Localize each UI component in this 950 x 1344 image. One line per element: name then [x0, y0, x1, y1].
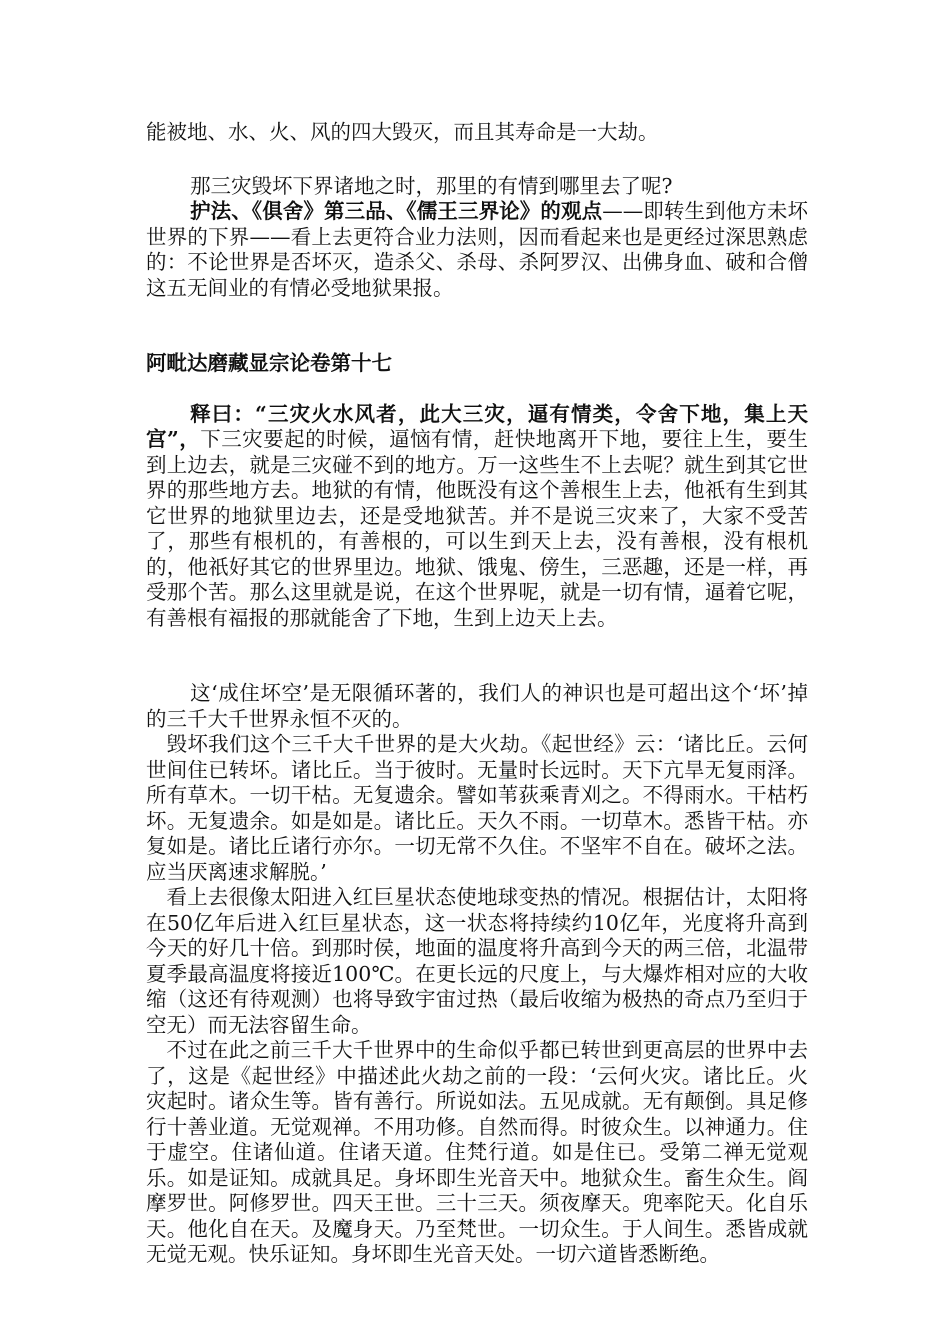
viewpoint-text: ——即转生到他方未坏世界的下界——看上去更符合业力法则，因而看起来也是更经过深思熟虑的：不论世界是否坏灭，造杀父、杀母、杀阿罗汉、出佛身血、破和合僧这五无间业的有情必受地狱果报。: [146, 199, 809, 300]
paragraph-cycle: 这‘成住坏空’是无限循环著的，我们人的神识也是可超出这个‘坏’掉的三千大千世界永恒不灭的。: [146, 681, 808, 731]
commentary-text: 下三灾要起的时候，逼恼有情，赶快地离开下地，要往上生，要生到上边去，就是三灾碰不到的地方。万一这些生不上去呢？就生到其它世界的那些地方去。地狱的有情，他既没有这个善根生上去，他祇有生到其它世界的地狱里边去，还是受地狱苦。并不是说三灾来了，大家不受苦了，那些有根机的，有善根的，可以生到天上去，没有善根，没有根机的，他祇好其它的世界里边。地狱、饿鬼、傍生，三恶趣，还是一样，再受那个苦。那么这里就是说，在这个世界呢，就是一切有情，逼着它呢，有善根有福报的那就能舍了下地，生到上边天上去。: [146, 427, 808, 630]
paragraph-question: 那三灾毁坏下界诸地之时，那里的有情到哪里去了呢?: [190, 173, 673, 198]
paragraph-fire-kalpa: 毁坏我们这个三千大千世界的是大火劫。《起世经》云：‘诸比丘。云何世间住已转坏。诸比丘。当于彼时。无量时长远时。天下亢旱无复雨泽。所有草木。一切干枯。无复遗余。譬如苇荻乘青刈之。不得雨水。干枯朽坏。无复遗余。如是如是。诸比丘。天久不雨。一切草木。悉皆干枯。亦复如是。诸比丘诸行亦尔。一切无常不久住。不坚牢不自在。破坏之法。应当厌离速求解脱。’: [146, 732, 808, 884]
commentary-bold-quote: 释曰：“三灾火水风者，此大三灾，逼有情类，令舍下地，集上天宫”，: [146, 401, 808, 451]
viewpoint-bold-lead: 护法、《俱舍》第三品、《儒王三界论》的观点: [190, 199, 603, 223]
paragraph-commentary: [146, 402, 808, 632]
paragraph-rebirth: 不过在此之前三千大千世界中的生命似乎都已转世到更高层的世界中去了，这是《起世经》中描述此火劫之前的一段：‘云何火灾。诸比丘。火灾起时。诸众生等。皆有善行。所说如法。五见成就。无有颠倒。具足修行十善业道。无觉观禅。不用功修。自然而得。时彼众生。以神通力。住于虚空。住诸仙道。住诸天道。住梵行道。如是住已。受第二禅无觉观乐。如是证知。成就具足。身坏即生光音天中。地狱众生。畜生众生。阎摩罗世。阿修罗世。四天王世。三十三天。须夜摩天。兜率陀天。化自乐天。他化自在天。及魔身天。乃至梵世。一切众生。于人间生。悉皆成就无觉无观。快乐证知。身坏即生光音天处。一切六道皆悉断绝。: [146, 1038, 808, 1266]
document-body: [146, 120, 808, 1268]
paragraph-continuation: 能被地、水、火、风的四大毁灭，而且其寿命是一大劫。: [146, 120, 659, 144]
paragraph-viewpoint: [146, 199, 808, 301]
paragraph-red-giant: 看上去很像太阳进入红巨星状态使地球变热的情况。根据估计，太阳将在50亿年后进入红巨星状态，这一状态将持续约10亿年，光度将升高到今天的好几十倍。到那时侯，地面的温度将升高到今天的两三倍，北温带夏季最高温度将接近100℃。在更长远的尺度上，与大爆炸相对应的大收缩（这还有待观测）也将导致宇宙过热（最后收缩为极热的奇点乃至归于空无）而无法容留生命。: [146, 885, 808, 1037]
section-heading: 阿毗达磨藏显宗论卷第十七: [146, 351, 392, 375]
